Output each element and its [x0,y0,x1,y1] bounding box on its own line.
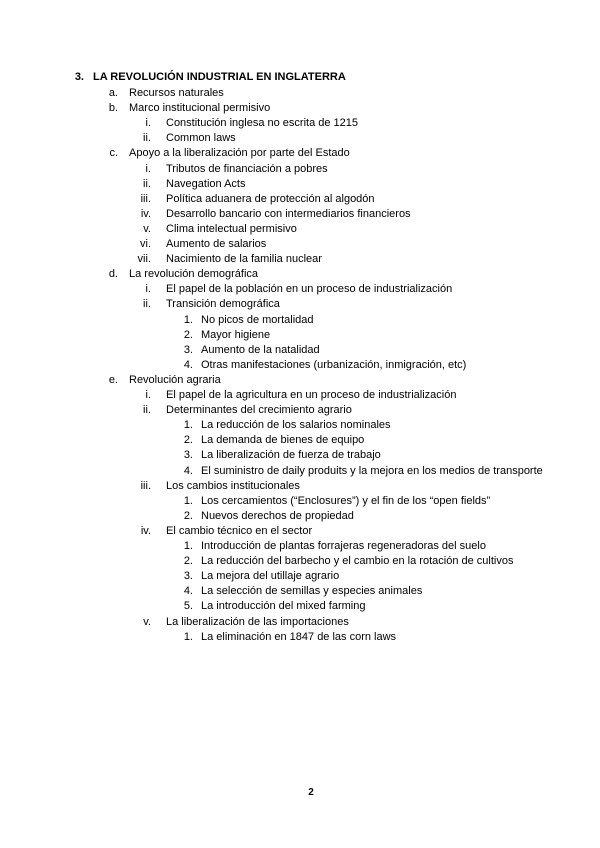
list-marker: iv. [140,524,151,537]
list-item-text: Los cercamientos (“Enclosures”) y el fin de los “open fields” [201,494,491,507]
list-marker: 3. [183,449,193,462]
list-item-text: Transición demográfica [166,298,280,311]
section-title: LA REVOLUCIÓN INDUSTRIAL EN INGLATERRA [93,71,346,83]
page-number: 2 [308,787,314,798]
list-marker: ii. [143,177,151,190]
list-item-text: Política aduanera de protección al algodón [166,192,375,205]
list-marker: i. [145,389,151,401]
list-marker: e. [108,373,118,386]
list-item-text: Clima intelectual permisivo [166,222,297,235]
list-marker: ii. [143,298,151,311]
list-item-text: Apoyo a la liberalización por parte del Estado [129,147,350,160]
list-marker: 2. [183,434,193,447]
list-marker: a. [108,87,118,99]
list-item-text: Aumento de la natalidad [201,343,320,356]
list-marker: iv. [140,207,151,220]
list-item-text: Constitución inglesa no escrita de 1215 [166,117,359,130]
list-item-text: La liberalización de fuerza de trabajo [201,449,381,462]
list-item-text: El papel de la población en un proceso de industrialización [166,283,453,296]
list-marker: i. [145,283,151,296]
list-marker: vi. [140,238,151,250]
list-item-text: Determinantes del crecimiento agrario [166,404,352,417]
list-item-text: La selección de semillas y especies animales [201,585,423,598]
list-item-text: Introducción de plantas forrajeras regeneradoras del suelo [201,540,486,552]
list-marker: ii. [143,132,151,145]
list-item-text: El suministro de daily produits y la mejora en los medios de transporte [201,464,543,477]
list-marker: 4. [183,464,193,477]
list-item-text: Tributos de financiación a pobres [166,162,328,175]
list-marker: i. [145,162,151,175]
list-item-text: Recursos naturales [129,87,224,99]
list-marker: 1. [183,419,193,432]
list-item-text: Mayor higiene [201,328,271,341]
list-marker: 1. [183,540,193,552]
list-item-text: La reducción de los salarios nominales [201,419,391,432]
list-marker: 2. [183,555,193,568]
list-item-text: La introducción del mixed farming [201,600,366,613]
list-marker: 2. [183,509,193,522]
list-marker: d. [108,268,118,281]
list-item-text: Otras manifestaciones (urbanización, inmigración, etc) [201,358,467,371]
list-item-text: Revolución agraria [129,373,221,386]
list-item-text: La liberalización de las importaciones [166,615,349,628]
list-marker: iii. [140,192,151,205]
list-item-text: El cambio técnico en el sector [166,524,313,537]
list-marker: c. [109,147,118,160]
list-item-text: No picos de mortalidad [201,313,314,326]
list-marker: ii. [143,404,151,417]
section-number: 3. [74,71,84,83]
list-marker: 1. [183,313,193,326]
list-item-text: Navegation Acts [166,177,246,190]
list-item-text: Aumento de salarios [166,238,267,250]
list-item-text: Marco institucional permisivo [129,102,271,115]
list-marker: 2. [183,328,193,341]
list-marker: vii. [137,253,151,266]
list-marker: 4. [183,358,193,371]
list-marker: v. [143,615,151,628]
list-item-text: Desarrollo bancario con intermediarios financieros [166,207,411,220]
list-marker: 3. [183,343,193,356]
list-marker: 5. [183,600,193,613]
list-marker: 3. [183,570,193,583]
list-marker: v. [143,222,151,235]
list-item-text: Nuevos derechos de propiedad [201,509,354,522]
list-marker: b. [108,102,118,115]
list-item-text: La reducción del barbecho y el cambio en la rotación de cultivos [201,555,514,568]
list-item-text: La revolución demográfica [129,268,259,281]
list-item-text: Nacimiento de la familia nuclear [166,253,322,266]
list-marker: iii. [140,479,151,492]
list-item-text: La demanda de bienes de equipo [201,434,365,447]
list-marker: 1. [183,494,193,507]
list-item-text: La mejora del utillaje agrario [201,570,340,583]
list-marker: i. [145,117,151,130]
list-marker: 1. [183,630,193,643]
list-item-text: Los cambios institucionales [166,479,300,492]
list-item-text: La eliminación en 1847 de las corn laws [201,630,397,643]
list-marker: 4. [183,585,193,598]
list-item-text: El papel de la agricultura en un proceso de industrialización [166,389,457,401]
list-item-text: Common laws [166,132,236,145]
